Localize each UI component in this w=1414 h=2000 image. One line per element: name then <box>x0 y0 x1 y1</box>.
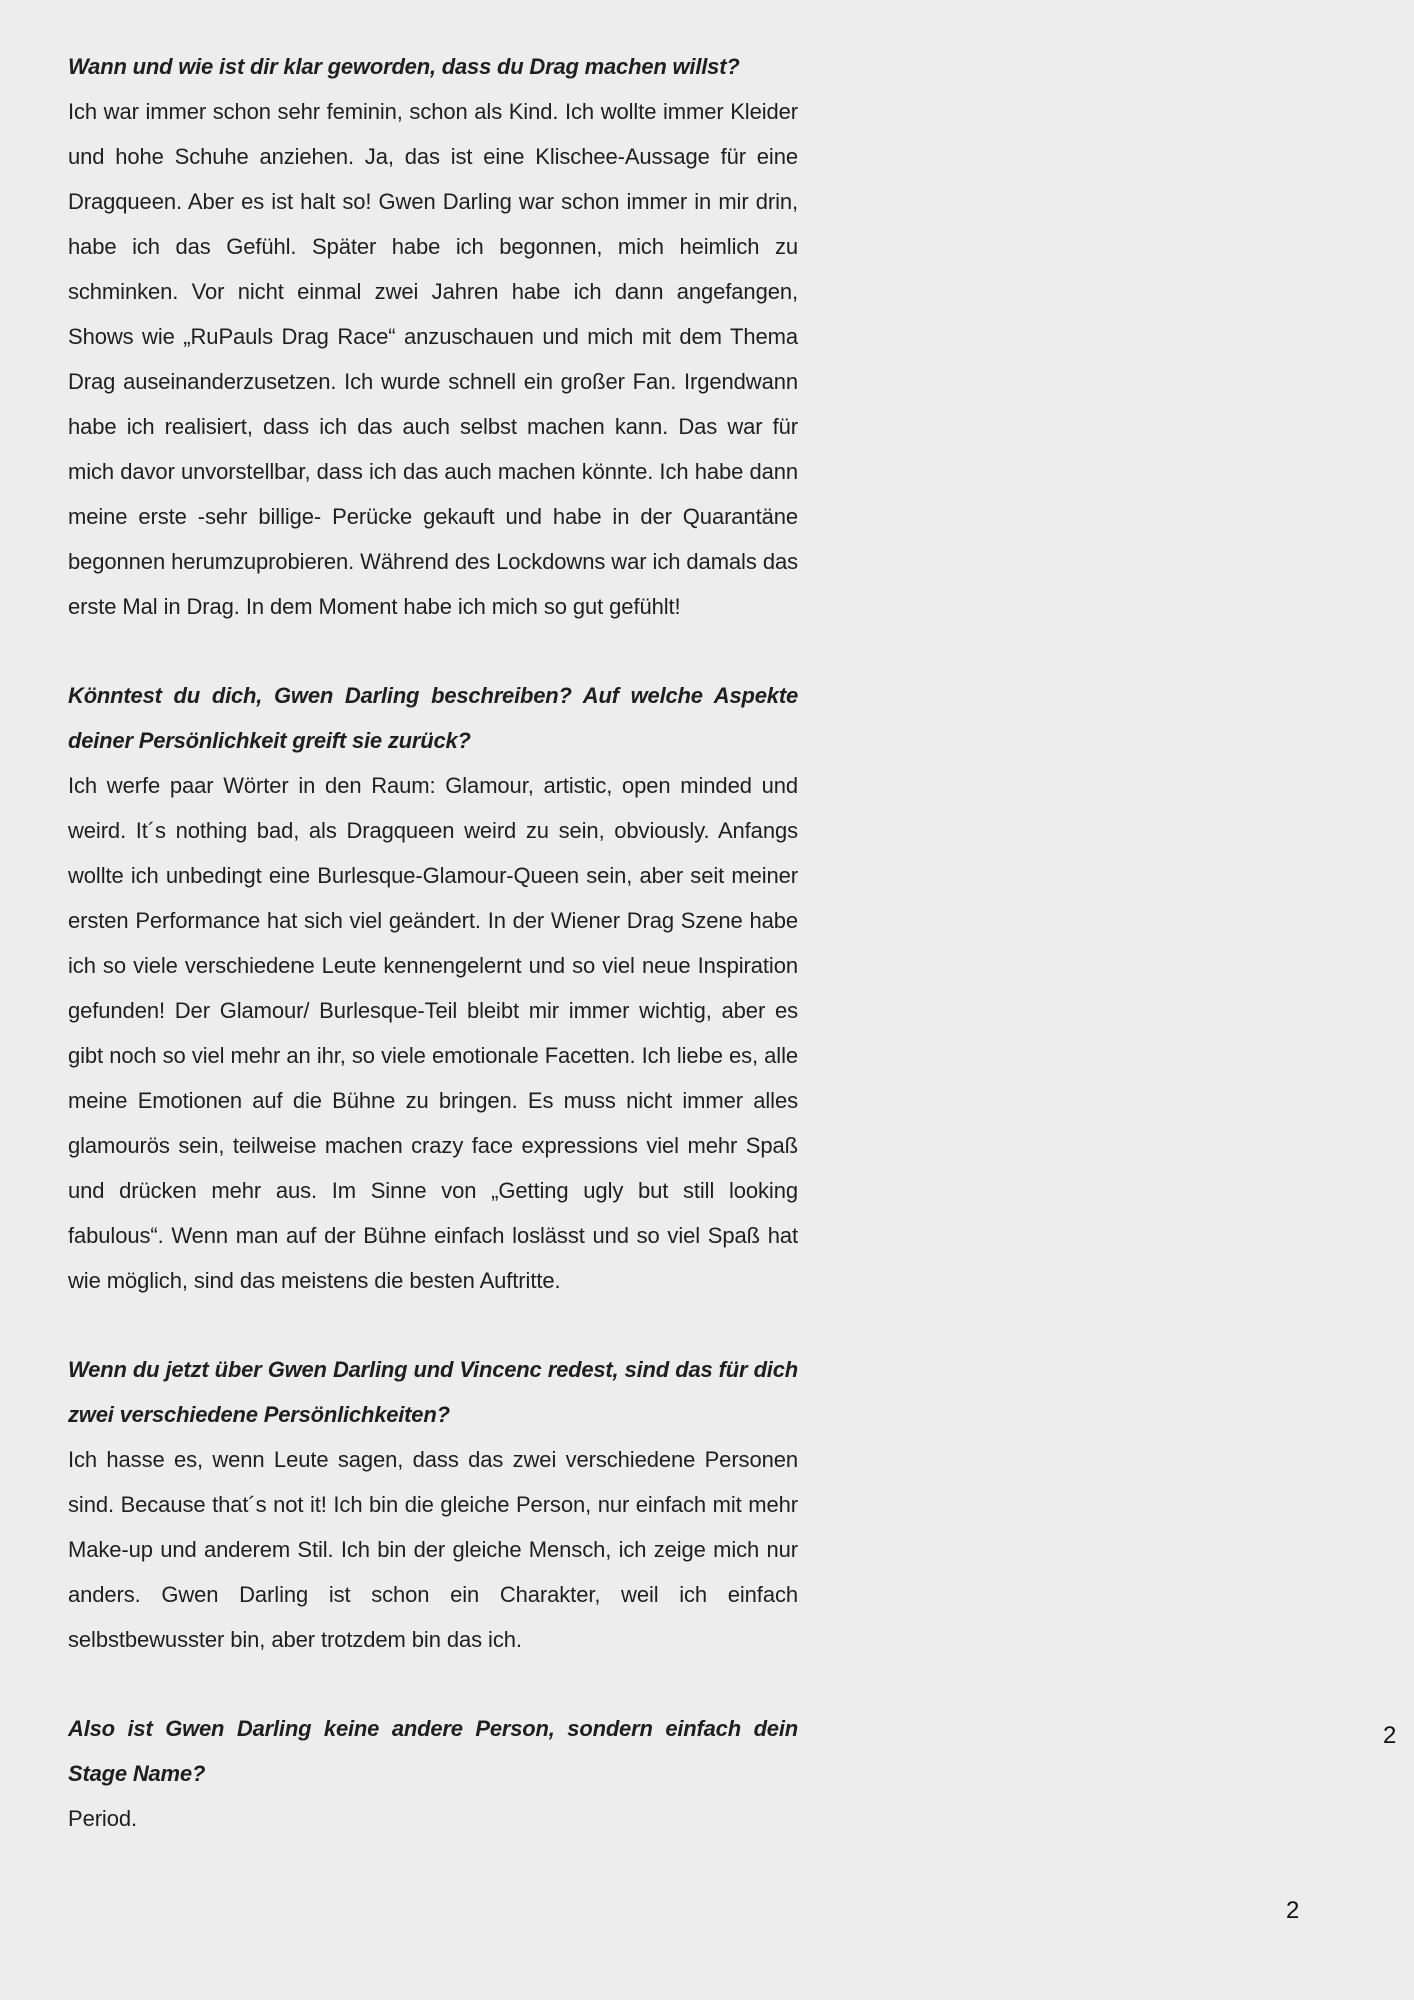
interview-column <box>68 44 798 1885</box>
interview-block-2 <box>68 673 798 1303</box>
answer-4: Period. <box>68 1806 138 1831</box>
question-2: Könntest du dich, Gwen Darling beschreiben? Auf welche Aspekte deiner Persönlichkeit greift sie zurück? <box>68 683 798 753</box>
question-3: Wenn du jetzt über Gwen Darling und Vincenc redest, sind das für dich zwei verschiedene Persönlichkeiten? <box>68 1357 798 1427</box>
interview-block-4 <box>68 1706 798 1841</box>
question-4: Also ist Gwen Darling keine andere Person, sondern einfach dein Stage Name? <box>68 1716 798 1786</box>
interview-block-1 <box>68 44 798 629</box>
answer-2: Ich werfe paar Wörter in den Raum: Glamour, artistic, open minded und weird. It´s nothing bad, als Dragqueen weird zu sein, obviously. Anfangs wollte ich unbedingt eine Burlesque-Glamour-Queen sein, aber seit meiner ersten Performance hat sich viel geändert. In der Wiener Drag Szene habe ich so viele verschiedene Leute kennengelernt und so viel neue Inspiration gefunden! Der Glamour/ Burlesque-Teil bleibt mir immer wichtig, aber es gibt noch so viel mehr an ihr, so viele emotionale Facetten. Ich liebe es, alle meine Emotionen auf die Bühne zu bringen. Es muss nicht immer alles glamourös sein, teilweise machen crazy face expressions viel mehr Spaß und drücken mehr aus. Im Sinne von „Getting ugly but still looking fabulous“. Wenn man auf der Bühne einfach loslässt und so viel Spaß hat wie möglich, sind das meistens die besten Auftritte. <box>68 773 798 1293</box>
interview-block-3 <box>68 1347 798 1662</box>
answer-3: Ich hasse es, wenn Leute sagen, dass das zwei verschiedene Personen sind. Because that´s not it! Ich bin die gleiche Person, nur einfach mit mehr Make-up und anderem Stil. Ich bin der gleiche Mensch, ich zeige mich nur anders. Gwen Darling ist schon ein Charakter, weil ich einfach selbstbewusster bin, aber trotzdem bin das ich. <box>68 1447 798 1652</box>
answer-1: Ich war immer schon sehr feminin, schon als Kind. Ich wollte immer Kleider und hohe Schuhe anziehen. Ja, das ist eine Klischee-Aussage für eine Dragqueen. Aber es ist halt so! Gwen Darling war schon immer in mir drin, habe ich das Gefühl. Später habe ich begonnen, mich heimlich zu schminken. Vor nicht einmal zwei Jahren habe ich dann angefangen, Shows wie „RuPauls Drag Race“ anzuschauen und mich mit dem Thema Drag auseinanderzusetzen. Ich wurde schnell ein großer Fan. Irgendwann habe ich realisiert, dass ich das auch selbst machen kann. Das war für mich davor unvorstellbar, dass ich das auch machen könnte. Ich habe dann meine erste -sehr billige- Perücke gekauft und habe in der Quarantäne begonnen herumzuprobieren. Während des Lockdowns war ich damals das erste Mal in Drag. In dem Moment habe ich mich so gut gefühlt! <box>68 99 798 619</box>
question-1: Wann und wie ist dir klar geworden, dass du Drag machen willst? <box>68 54 740 79</box>
page-number: 2 <box>1383 1722 1397 1749</box>
page-number: 2 <box>1286 1897 1300 1924</box>
